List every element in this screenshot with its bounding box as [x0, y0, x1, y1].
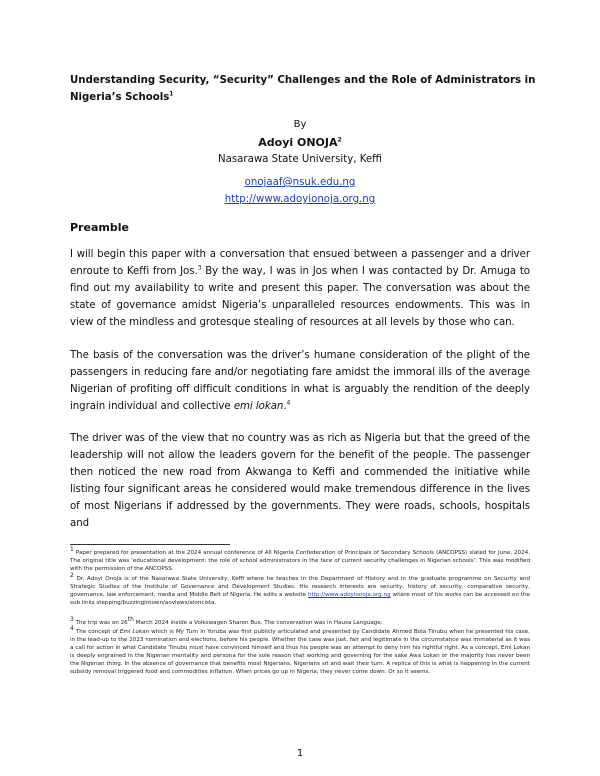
author-name: Adoyi ONOJA$^2$ [258, 136, 342, 149]
author-footnote-marker[interactable]: 2 [337, 136, 342, 144]
author-email-link[interactable]: onojaaf@nsuk.edu.ng [244, 177, 356, 188]
paragraph-3: The driver was of the view that no country was as rich as Nigeria but that the greed of the leadership will not allow the leaders govern for the benefit of the people. The passenger then noticed the new road from Akwanga to Keffi and commended the initiative while listing four significant areas he considered would make tremendous difference in the lives of most Nigerians if addressed by the governments. They were roads, schools, hospitals and [70, 433, 530, 529]
paragraph-2: The basis of the conversation was the driver’s humane consideration of the plight of the passengers in reducing fare and/or negotiating fare amidst the immoral ills of the average Nigerian of profiting off difficult conditions in what is arguably the rendition of the deeply ingrain individual and collective emi lokan.$^4$ [70, 350, 530, 412]
paper-title: Understanding Security, “Security” Challenges and the Role of Administrators in Nigeria’s Schools$^1$ [70, 75, 536, 103]
title-footnote-marker[interactable]: 1 [169, 90, 174, 98]
page-number: 1 [296, 748, 304, 759]
footnote-marker-3[interactable]: 3 [197, 264, 202, 272]
section-heading-preamble: Preamble [70, 221, 129, 234]
footnote-4: $^4$ The concept of Emi Lokan which is My Turn in Yoruba was first publicly articulated and presented by Candidate Ahmed Bola Tinubu when he presented his case, in the lead-up to the 2023 nomination and elections, before his people. Whether the case was just, fair and legitimate in the circumstance was immaterial as it was a call for action in what Candidate Tinubu must have convinced himself and thus his people was an attempt to deny him his rightful right. As a concept, Emi Lokan is deeply engrained in the Nigerian mentality and persona for the sole reason that working and governing for the sake Awa Lokan or the majority has never been the Nigerian thing. In the absence of governance that benefits most Nigerians, Nigerians sit and wait their turn. A replica of this is what is happening in the current subsidy removal triggered food and commodities inflation. When prices go up in Nigeria, they never come down. Or so it seems. [70, 625, 530, 675]
footnote-website-link[interactable]: http://www.adoyionoja.org.ng [307, 592, 391, 598]
footnote-2: $^2$ Dr. Adoyi Onoja is of the Nasarawa State University, Keffi where he teaches in the Department of History and in the graduate programme on Security and Strategic Studies of the Institute of Governance and Development Studies. His research interests are security, history of security, comparative security, governance, law enforcement, media and Middle Belt of Nigeria. He edits a website http://www.adoyionoja.org.ng where most of his works can be accessed on the sub links stepping/buzzingintown/aoviews/aloncista. [70, 572, 530, 606]
footnote-1: $^1$ Paper prepared for presentation at the 2024 annual conference of All Nigeria Confederation of Principals of Secondary Schools (ANCOPSS) slated for June, 2024. The original title was ‘educational development: the role of school administrators in the face of current security challenges in Nigerian schools’. This was modified with the permission of the ANCOPSS. [70, 546, 530, 572]
author-website-link[interactable]: http://www.adoyionoja.org.ng [224, 194, 376, 205]
paragraph-1: I will begin this paper with a conversation that ensued between a passenger and a driver enroute to Keffi from Jos.$^3$ By the way, I was in Jos when I was contacted by Dr. Amuga to find out my availability to write and present this paper. The conversation was about the state of governance amidst Nigeria’s unparalleled resources endowments. This was in view of the mindless and grotesque stealing of resources at all levels by those who can. [70, 249, 530, 328]
author-affiliation: Nasarawa State University, Keffi [217, 154, 383, 165]
footnote-marker-4[interactable]: 4 [286, 399, 291, 407]
website-row [0, 187, 600, 207]
footnote-3: $^3$ The trip was on 26th March 2024 inside a Volkswagen Sharon Bus. The conversation was in Hausa Language. [70, 616, 383, 626]
footnote-divider [70, 544, 230, 545]
by-line: By [293, 119, 307, 130]
